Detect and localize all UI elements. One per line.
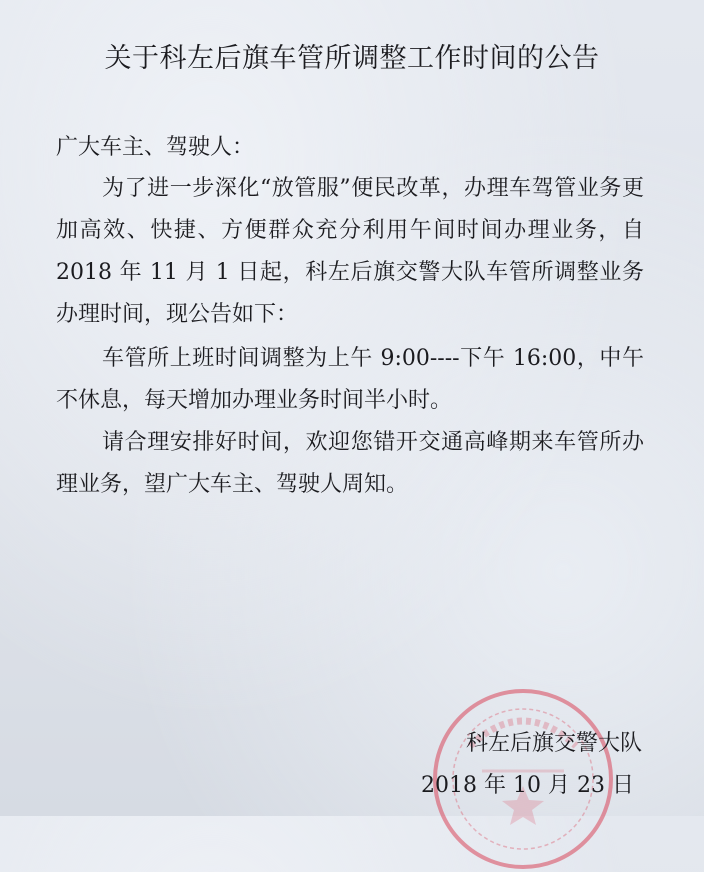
notice-salutation: 广大车主、驾驶人： [56, 135, 255, 160]
signature-date: 2018 年 10 月 23 日 [421, 773, 634, 798]
notice-title: 关于科左后旗车管所调整工作时间的公告 [104, 43, 600, 74]
notice-paragraph-2: 车管所上班时间调整为上午 9:00----下午 16:00，中午不休息，每天增加办理业务时间半小时。 [56, 346, 644, 413]
notice-paragraph-3: 请合理安排好时间，欢迎您错开交通高峰期来车管所办理业务，望广大车主、驾驶人周知。 [56, 430, 644, 497]
notice-paragraph-1: 为了进一步深化“放管服”便民改革，办理车驾管业务更加高效、快捷、方便群众充分利用午间时间办理业务，自2018 年 11 月 1 日起，科左后旗交警大队车管所调整业务办理时间，现公告如下： [56, 176, 644, 327]
signature-organization: 科左后旗交警大队 [465, 731, 642, 756]
